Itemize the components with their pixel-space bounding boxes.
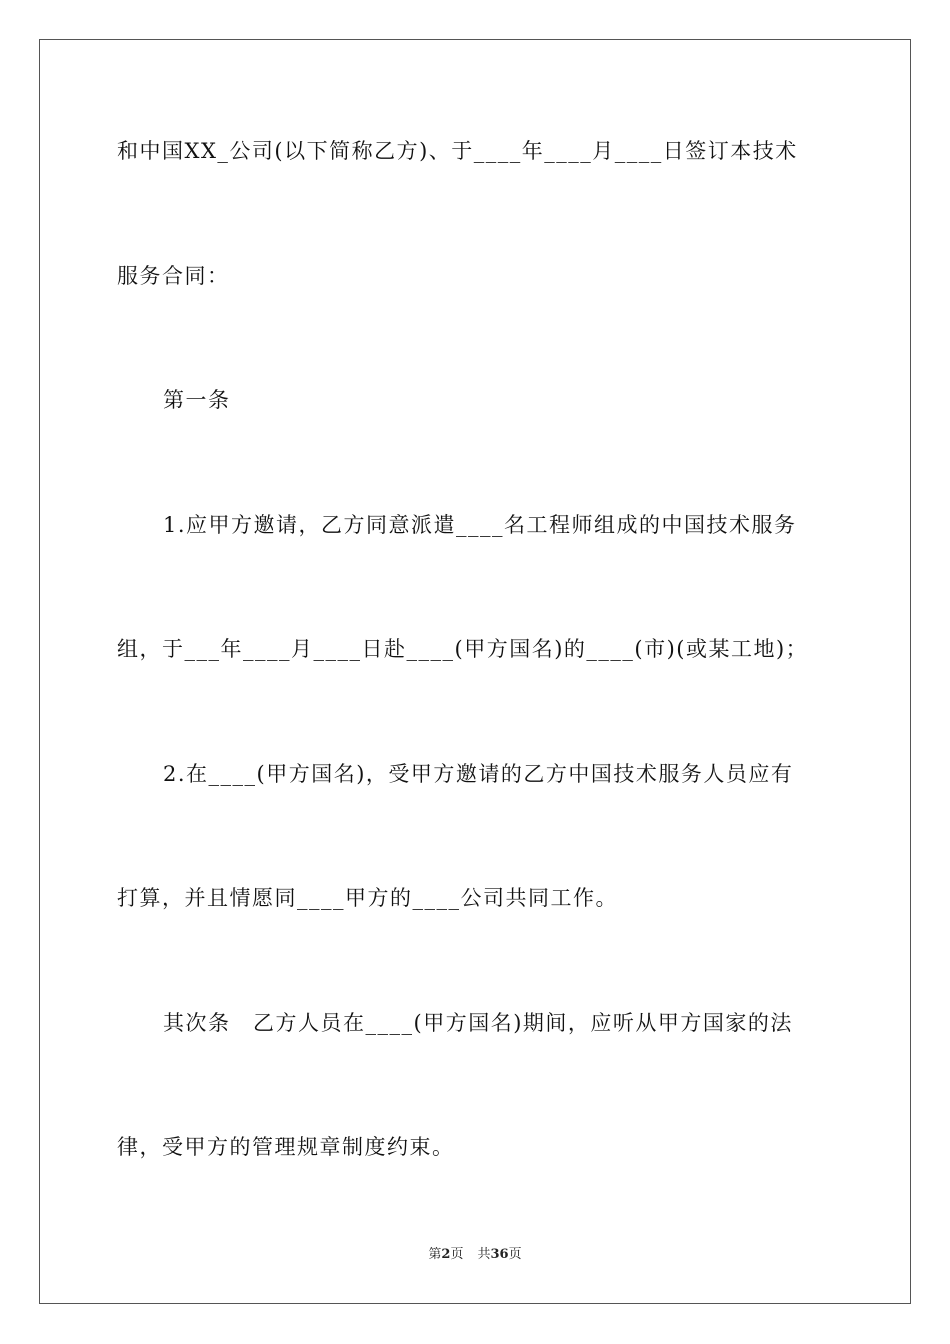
footer-total-prefix: 共 xyxy=(477,1247,491,1262)
article-2-line-1: 其次条 乙方人员在____(甲方国名)期间，应听从甲方国家的法 xyxy=(163,1011,793,1035)
footer-page-prefix: 第 xyxy=(428,1247,442,1262)
article-2-line-2: 律，受甲方的管理规章制度约束。 xyxy=(117,1135,455,1159)
body-line-1: 和中国XX_公司(以下简称乙方)、于____年____月____日签订本技术 xyxy=(117,139,798,163)
footer-total-suffix: 页 xyxy=(508,1247,522,1262)
page-footer xyxy=(0,1246,950,1264)
article-1-heading: 第一条 xyxy=(163,388,231,412)
clause-1-line-2: 组，于___年____月____日赴____(甲方国名)的____(市)(或某工地)； xyxy=(117,637,809,661)
footer-total-pages: 36 xyxy=(490,1247,509,1262)
footer-page-suffix: 页 xyxy=(450,1247,464,1262)
body-line-2: 服务合同： xyxy=(117,264,230,288)
clause-2-line-2: 打算，并且情愿同____甲方的____公司共同工作。 xyxy=(117,886,618,910)
page-border xyxy=(39,39,911,1304)
clause-1-line-1: 1.应甲方邀请，乙方同意派遣____名工程师组成的中国技术服务 xyxy=(163,513,797,537)
footer-page-number: 2 xyxy=(441,1247,451,1262)
clause-2-line-1: 2.在____(甲方国名)，受甲方邀请的乙方中国技术服务人员应有 xyxy=(163,762,794,786)
